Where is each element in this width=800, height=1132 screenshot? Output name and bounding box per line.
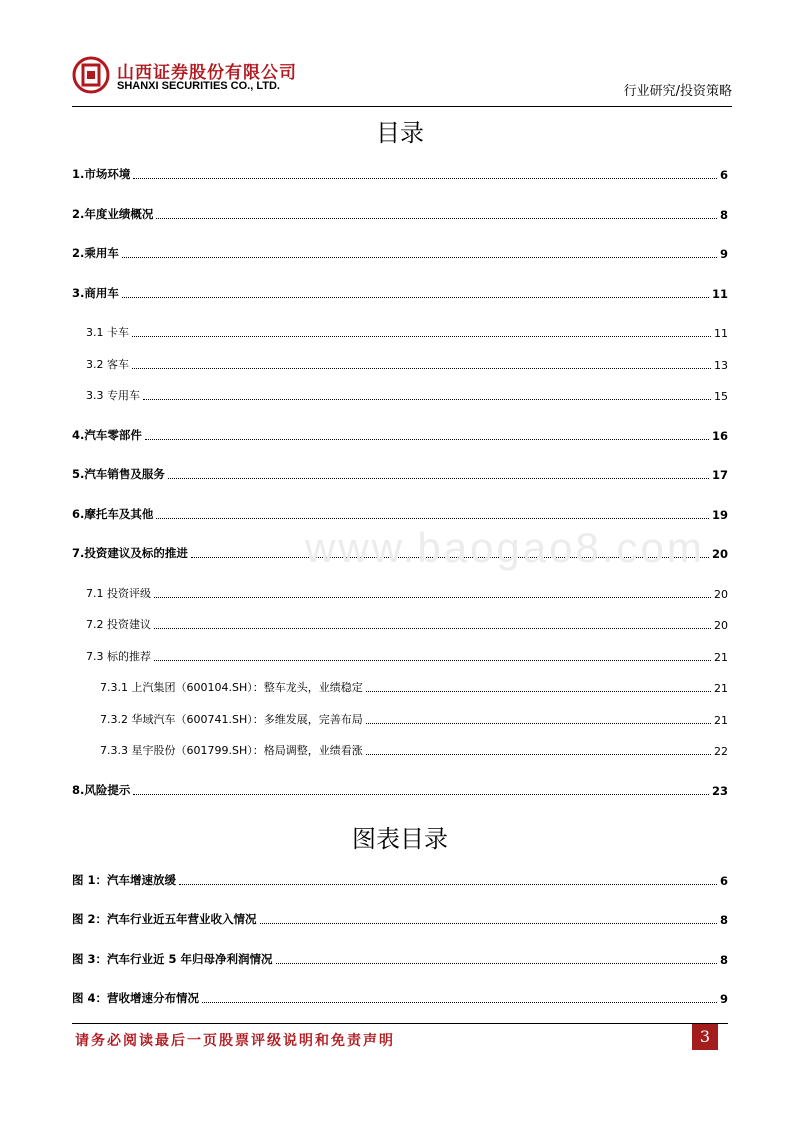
toc-entry-page: 6 <box>719 168 728 182</box>
toc-entry[interactable] <box>72 285 728 301</box>
dot-leader <box>132 368 711 369</box>
dot-leader <box>260 923 717 924</box>
toc-entry-label: 4.汽车零部件 <box>72 428 142 442</box>
figure-entry-page: 8 <box>719 953 728 967</box>
toc-entry[interactable] <box>86 324 728 340</box>
figure-entry-label: 图 1：汽车增速放缓 <box>72 873 177 887</box>
page-number: 3 <box>692 1024 718 1050</box>
toc-title: 目录 <box>376 119 424 147</box>
toc-entry-page: 17 <box>711 468 728 482</box>
figure-entry-label: 图 4：营收增速分布情况 <box>72 991 200 1005</box>
company-name-en: SHANXI SECURITIES CO., LTD. <box>117 80 280 92</box>
toc-entry-label: 6.摩托车及其他 <box>72 507 154 521</box>
toc-entry-page: 23 <box>711 784 728 798</box>
header-divider <box>72 106 732 107</box>
dot-leader <box>145 439 709 440</box>
figure-entry[interactable] <box>72 911 728 927</box>
dot-leader <box>156 518 709 519</box>
toc-entry[interactable] <box>86 387 728 403</box>
figure-entry-label: 图 2：汽车行业近五年营业收入情况 <box>72 912 257 926</box>
toc-entry-label: 7.2 投资建议 <box>86 618 151 631</box>
dot-leader <box>143 399 711 400</box>
toc-entry-page: 21 <box>714 714 728 727</box>
figures-title: 图表目录 <box>352 825 448 853</box>
toc-entry[interactable] <box>100 742 728 758</box>
dot-leader <box>202 1002 717 1003</box>
dot-leader <box>366 754 711 755</box>
toc-entry-label: 2.年度业绩概况 <box>72 207 154 221</box>
toc-entry-label: 7.1 投资评级 <box>86 587 151 600</box>
toc-entry-label: 7.3.3 星宇股份（601799.SH）：格局调整，业绩看涨 <box>100 744 363 757</box>
toc-entry[interactable] <box>72 506 728 522</box>
toc-entry-label: 3.3 专用车 <box>86 389 140 402</box>
toc-entry[interactable] <box>86 616 728 632</box>
toc-entry-label: 3.2 客车 <box>86 358 129 371</box>
toc-entry-page: 16 <box>711 429 728 443</box>
toc-entry-page: 20 <box>714 619 728 632</box>
dot-leader <box>366 691 711 692</box>
figure-entry[interactable] <box>72 951 728 967</box>
figure-entry-page: 9 <box>719 992 728 1006</box>
toc-entry-page: 21 <box>714 651 728 664</box>
figure-entry-label: 图 3：汽车行业近 5 年归母净利润情况 <box>72 952 273 966</box>
dot-leader <box>133 178 717 179</box>
toc-entry-page: 8 <box>719 208 728 222</box>
toc-entry-label: 3.1 卡车 <box>86 326 129 339</box>
figure-entry-page: 6 <box>719 874 728 888</box>
dot-leader <box>366 723 711 724</box>
toc-entry-page: 19 <box>711 508 728 522</box>
dot-leader <box>122 297 709 298</box>
toc-entry-page: 20 <box>711 547 728 561</box>
toc-entry[interactable] <box>72 206 728 222</box>
toc-entry-label: 8.风险提示 <box>72 783 131 797</box>
figure-entry[interactable] <box>72 872 728 888</box>
toc-entry[interactable] <box>72 245 728 261</box>
toc-entry-page: 11 <box>714 327 728 340</box>
toc-entry-label: 7.3 标的推荐 <box>86 650 151 663</box>
toc-entry-page: 20 <box>714 588 728 601</box>
dot-leader <box>154 628 711 629</box>
figure-entry-page: 8 <box>719 913 728 927</box>
toc-entry-page: 11 <box>711 287 728 301</box>
toc-entry[interactable] <box>72 782 728 798</box>
toc-entry[interactable] <box>72 466 728 482</box>
footer-divider <box>72 1023 728 1024</box>
footer-disclaimer: 请务必阅读最后一页股票评级说明和免责声明 <box>75 1033 395 1049</box>
toc-entry-page: 9 <box>719 247 728 261</box>
dot-leader <box>132 336 711 337</box>
toc-entry-label: 3.商用车 <box>72 286 119 300</box>
dot-leader <box>156 218 717 219</box>
dot-leader <box>154 597 711 598</box>
toc-entry[interactable] <box>86 585 728 601</box>
figure-entry[interactable] <box>72 990 728 1006</box>
toc-entry-label: 7.投资建议及标的推进 <box>72 546 188 560</box>
toc-entry[interactable] <box>100 679 728 695</box>
watermark: www.baogao8.com <box>305 524 705 571</box>
toc-entry[interactable] <box>86 648 728 664</box>
toc-entry[interactable] <box>72 166 728 182</box>
toc-entry-page: 21 <box>714 682 728 695</box>
toc-entry[interactable] <box>72 427 728 443</box>
dot-leader <box>154 660 711 661</box>
dot-leader <box>122 257 717 258</box>
toc-entry-label: 5.汽车销售及服务 <box>72 467 165 481</box>
toc-entry[interactable] <box>86 356 728 372</box>
dot-leader <box>276 963 717 964</box>
dot-leader <box>168 478 709 479</box>
company-name-cn: 山西证券股份有限公司 <box>117 63 297 83</box>
toc-entry[interactable] <box>100 711 728 727</box>
toc-entry-label: 7.3.1 上汽集团（600104.SH）：整车龙头，业绩稳定 <box>100 681 363 694</box>
company-logo-icon <box>72 56 110 94</box>
toc-entry-label: 1.市场环境 <box>72 167 131 181</box>
dot-leader <box>179 884 717 885</box>
toc-entry-page: 22 <box>714 745 728 758</box>
toc-entry-label: 2.乘用车 <box>72 246 119 260</box>
toc-entry-page: 13 <box>714 359 728 372</box>
dot-leader <box>133 794 709 795</box>
toc-entry-page: 15 <box>714 390 728 403</box>
toc-entry-label: 7.3.2 华域汽车（600741.SH）：多维发展，完善布局 <box>100 713 363 726</box>
document-type: 行业研究/投资策略 <box>623 84 732 99</box>
